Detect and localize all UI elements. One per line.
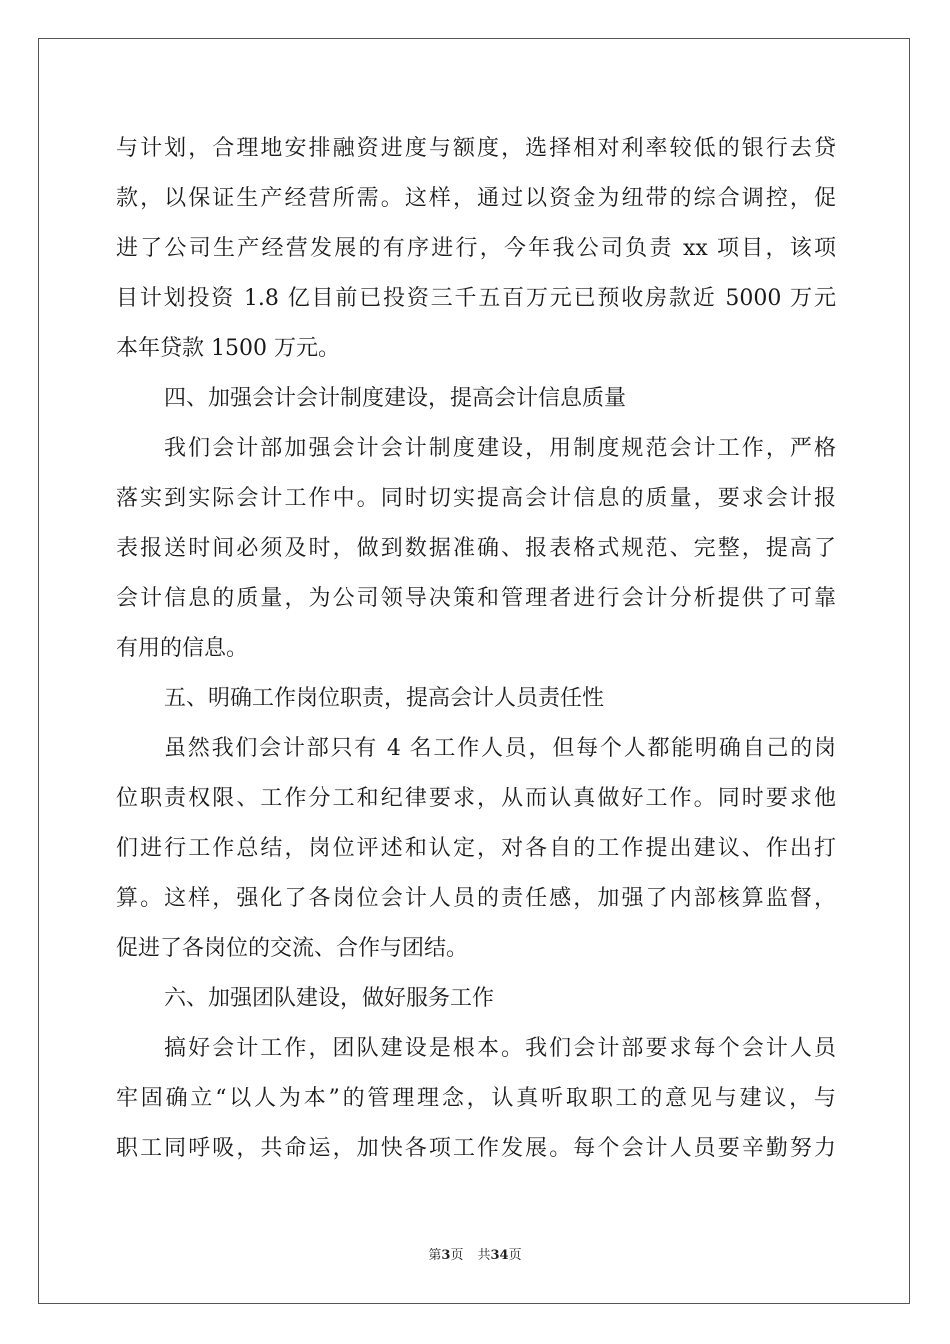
page-footer — [0, 1244, 950, 1263]
page-current: 3 — [441, 1248, 451, 1263]
section-heading: 五、明确工作岗位职责，提高会计人员责任性 — [164, 686, 605, 711]
paragraph-line: 会计信息的质量，为公司领导决策和管理者进行会计分析提供了可靠 — [116, 586, 836, 611]
paragraph-line: 有用的信息。 — [116, 636, 249, 661]
page-prefix: 第 — [428, 1248, 442, 1263]
paragraph-line: 进了公司生产经营发展的有序进行，今年我公司负责 xx 项目，该项 — [116, 236, 836, 261]
paragraph-line: 我们会计部加强会计会计制度建设，用制度规范会计工作，严格 — [164, 436, 836, 461]
document-body — [116, 124, 836, 1174]
page-total: 34 — [490, 1248, 509, 1263]
paragraph-line: 搞好会计工作，团队建设是根本。我们会计部要求每个会计人员 — [164, 1036, 836, 1061]
paragraph-line: 职工同呼吸，共命运，加快各项工作发展。每个会计人员要辛勤努力 — [116, 1136, 836, 1161]
paragraph-line: 表报送时间必须及时，做到数据准确、报表格式规范、完整，提高了 — [116, 536, 836, 561]
paragraph-line: 本年贷款 1500 万元。 — [116, 336, 340, 361]
total-prefix: 共 — [477, 1248, 491, 1263]
paragraph-line: 款，以保证生产经营所需。这样，通过以资金为纽带的综合调控，促 — [116, 186, 836, 211]
total-suffix: 页 — [508, 1248, 522, 1263]
section-heading: 六、加强团队建设，做好服务工作 — [164, 986, 495, 1011]
paragraph-line: 算。这样，强化了各岗位会计人员的责任感，加强了内部核算监督， — [116, 886, 836, 911]
paragraph-line: 位职责权限、工作分工和纪律要求，从而认真做好工作。同时要求他 — [116, 786, 836, 811]
paragraph-line: 们进行工作总结，岗位评述和认定，对各自的工作提出建议、作出打 — [116, 836, 836, 861]
paragraph-line: 促进了各岗位的交流、合作与团结。 — [116, 936, 469, 961]
section-heading: 四、加强会计会计制度建设，提高会计信息质量 — [164, 386, 627, 411]
paragraph-line: 目计划投资 1.8 亿目前已投资三千五百万元已预收房款近 5000 万元 — [116, 286, 836, 311]
paragraph-line: 虽然我们会计部只有 4 名工作人员，但每个人都能明确自己的岗 — [164, 736, 836, 761]
page-suffix: 页 — [450, 1248, 464, 1263]
paragraph-line: 落实到实际会计工作中。同时切实提高会计信息的质量，要求会计报 — [116, 486, 836, 511]
paragraph-line: 与计划，合理地安排融资进度与额度，选择相对利率较低的银行去贷 — [116, 136, 836, 161]
paragraph-line: 牢固确立“以人为本”的管理理念，认真听取职工的意见与建议，与 — [116, 1086, 836, 1111]
